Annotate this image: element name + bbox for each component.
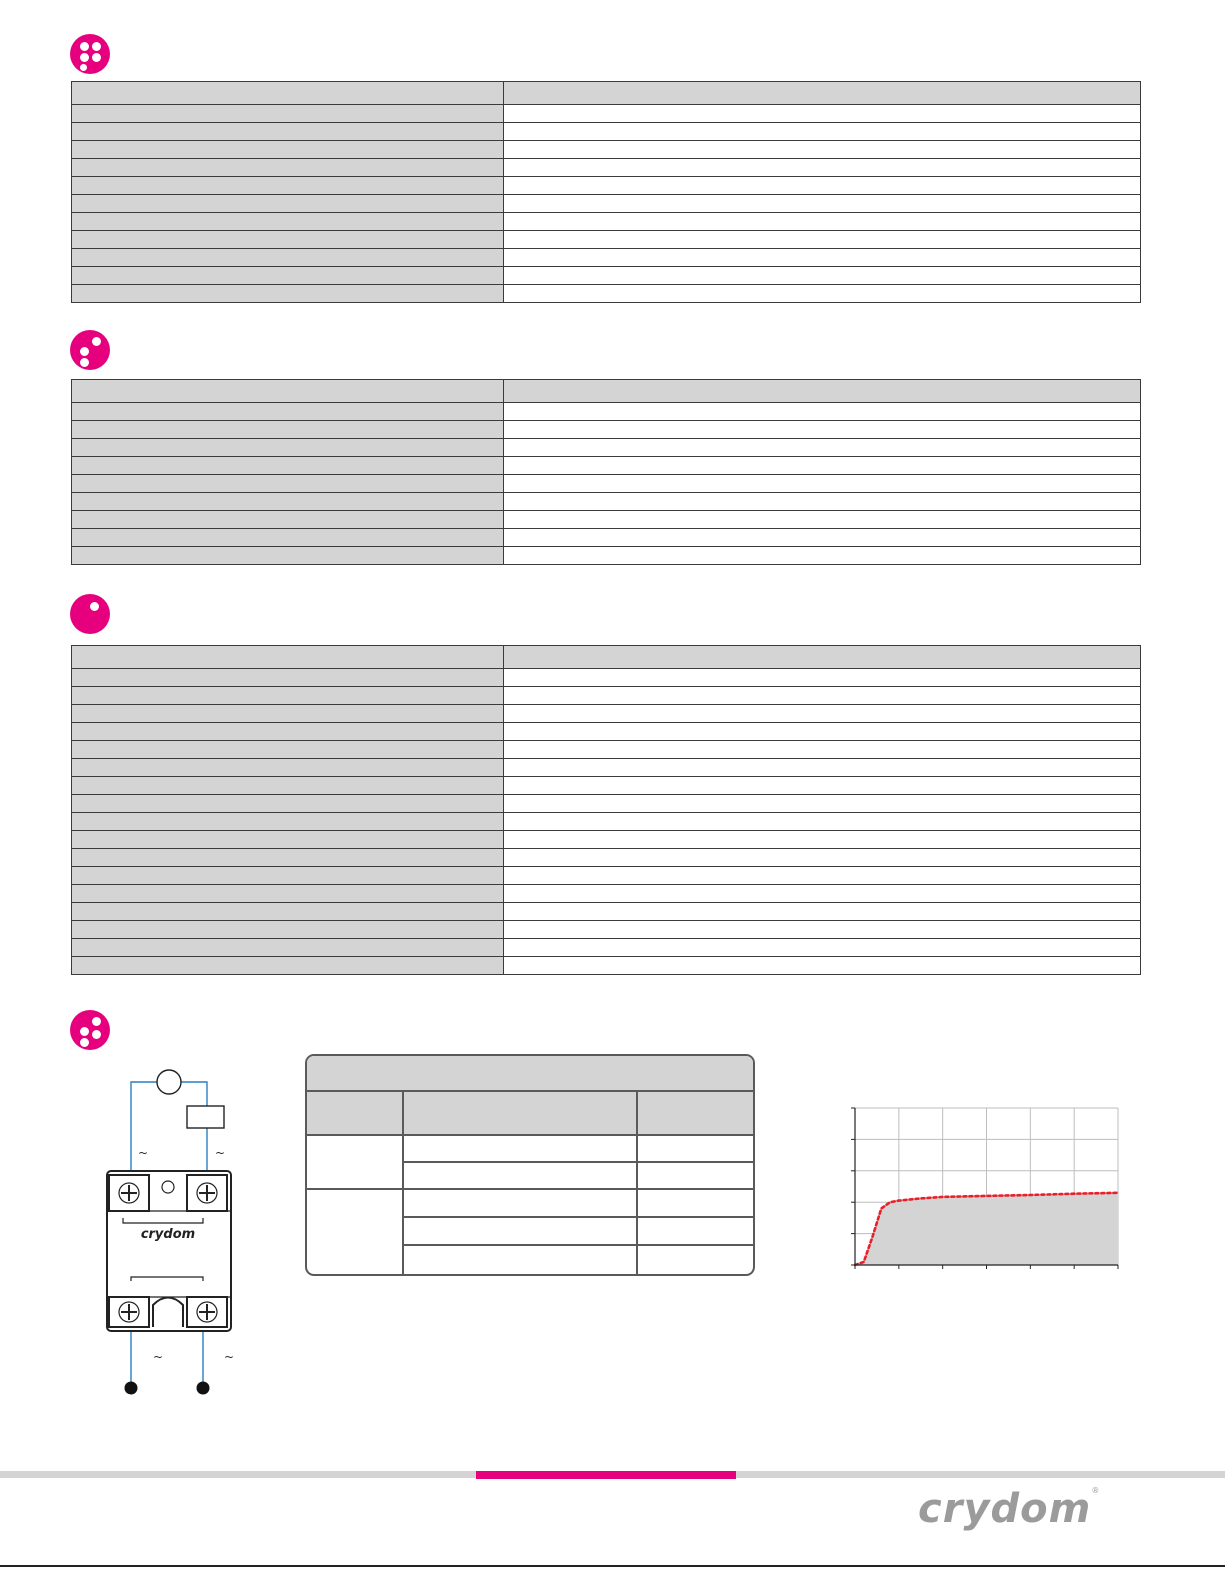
table-row <box>72 213 1141 231</box>
four-dot-section-icon <box>70 34 110 74</box>
table-row <box>72 723 1141 741</box>
rating-table-title-bar <box>307 1056 753 1092</box>
table-row <box>72 529 1141 547</box>
table-header-row <box>72 82 1141 105</box>
table-row <box>72 957 1141 975</box>
table-row <box>72 741 1141 759</box>
crydom-logo: crydom® <box>918 1486 1101 1532</box>
table-row <box>72 921 1141 939</box>
three-dot-section-icon <box>70 330 110 370</box>
chart-area-fill <box>855 1193 1118 1265</box>
table-row <box>72 813 1141 831</box>
relay-module <box>107 1171 231 1331</box>
rating-curve-chart <box>840 1100 1140 1275</box>
table-row <box>72 475 1141 493</box>
terminal-symbol: ~ <box>138 1146 149 1160</box>
table-row <box>72 687 1141 705</box>
table-row <box>72 939 1141 957</box>
table-row <box>72 123 1141 141</box>
source-symbol <box>187 1106 224 1128</box>
table-row <box>72 705 1141 723</box>
table-row <box>72 849 1141 867</box>
footer-accent-bar <box>476 1471 736 1479</box>
module-logo-label: crydom <box>140 1227 196 1242</box>
table-row <box>72 177 1141 195</box>
spec-table-2 <box>71 379 1141 565</box>
one-dot-section-icon <box>70 594 110 634</box>
wiring-diagram <box>95 1065 245 1405</box>
table-row <box>72 267 1141 285</box>
bottom-rule <box>0 1565 1225 1567</box>
table-row <box>72 457 1141 475</box>
terminal-symbol: ~ <box>215 1146 226 1160</box>
table-row <box>72 867 1141 885</box>
table-row <box>72 759 1141 777</box>
terminal-symbol: ~ <box>224 1350 235 1364</box>
table-row <box>72 885 1141 903</box>
spec-table-3 <box>71 645 1141 975</box>
terminal-symbol: ~ <box>153 1350 164 1364</box>
table-row <box>72 511 1141 529</box>
terminal-node <box>197 1382 210 1395</box>
table-row <box>72 403 1141 421</box>
load-symbol <box>157 1070 181 1094</box>
table-row <box>72 547 1141 565</box>
table-header-row <box>72 380 1141 403</box>
table-row <box>72 105 1141 123</box>
table-row <box>72 669 1141 687</box>
table-row <box>72 249 1141 267</box>
table-row <box>72 903 1141 921</box>
table-row <box>72 231 1141 249</box>
table-row <box>72 795 1141 813</box>
spec-table-1 <box>71 81 1141 303</box>
table-header-row <box>72 646 1141 669</box>
three-dot-section-icon <box>70 1010 110 1050</box>
table-row <box>72 493 1141 511</box>
rating-table-column-header <box>307 1092 755 1134</box>
table-row <box>72 195 1141 213</box>
table-row <box>72 421 1141 439</box>
table-row <box>72 831 1141 849</box>
rating-table <box>305 1054 755 1276</box>
terminal-node <box>125 1382 138 1395</box>
table-row <box>72 141 1141 159</box>
table-row <box>72 159 1141 177</box>
table-row <box>72 777 1141 795</box>
table-row <box>72 439 1141 457</box>
table-row <box>72 285 1141 303</box>
